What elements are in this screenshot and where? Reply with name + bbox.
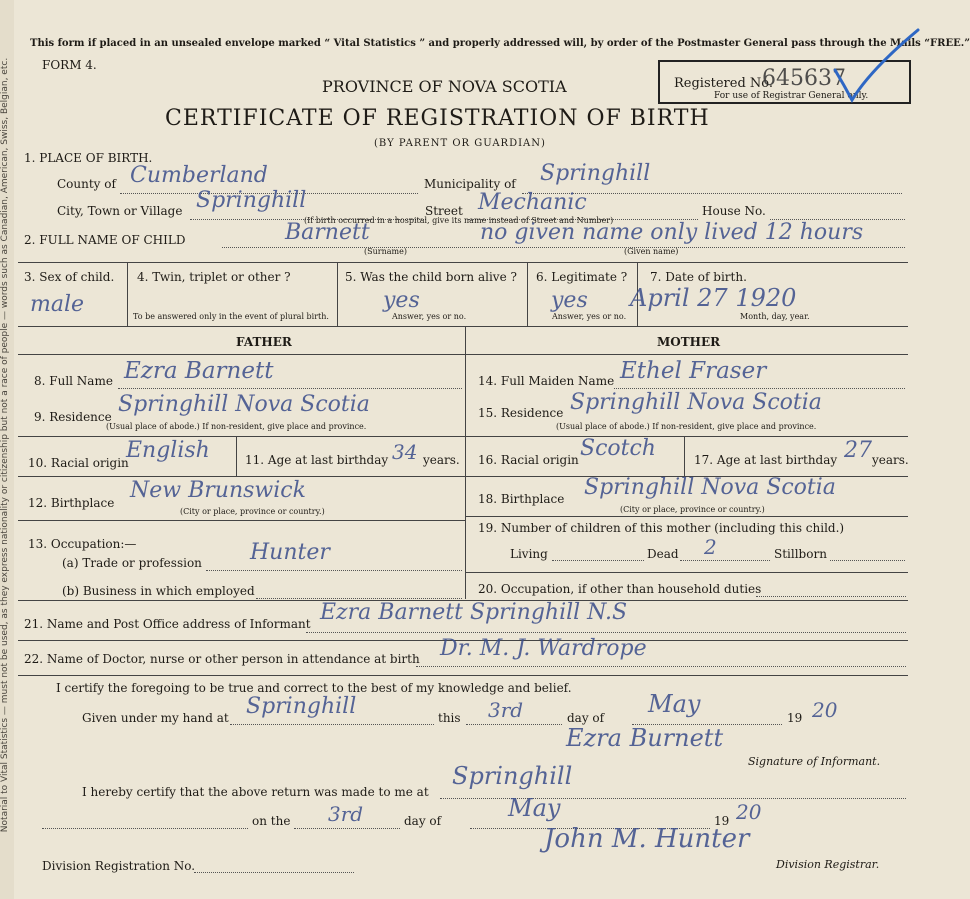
doctor-bottom-rule [18,675,908,676]
mother-children-label: 19. Number of children of this mother (including this child.) [478,521,845,535]
form-number: FORM 4. [42,58,97,72]
father-name-line [118,388,462,389]
mother-living-label: Living [510,547,548,561]
check-mark-icon [830,25,925,110]
father-age-value: 34 [392,440,418,464]
given-month-value: May [648,690,701,718]
mother-divider-4 [465,572,908,573]
parents-heading-rule [18,354,908,355]
father-divider-3 [18,520,465,521]
divider-v1 [127,262,128,326]
county-label: County of [57,177,116,191]
divider-v2 [337,262,338,326]
father-divider-1 [18,436,465,437]
registrar-signature: John M. Hunter [544,824,750,854]
given-label: Given under my hand at [82,711,229,725]
given-day-value: 3rd [488,698,524,722]
on-day-line [294,828,400,829]
child-given-value: no given name only lived 12 hours [480,220,864,245]
father-trade-value: Hunter [250,540,330,565]
father-trade-label: (a) Trade or profession [62,556,202,570]
mother-birthplace-label: 18. Birthplace [478,492,565,506]
father-racial-value: English [126,438,210,463]
legitimate-note: Answer, yes or no. [552,312,627,321]
division-registration-label: Division Registration No. [42,859,196,873]
informant-signature: Ezra Burnett [566,724,724,752]
on-day-of-label: day of [404,814,442,828]
hereby-label: I hereby certify that the above return was made to me at [82,785,429,799]
mother-name-label: 14. Full Maiden Name [478,374,615,388]
given-year-prefix: 19 [787,711,803,725]
mother-stillborn-line [830,560,905,561]
dob-label: 7. Date of birth. [650,270,747,284]
father-business-line [256,598,462,599]
child-name-line [222,247,905,248]
mother-stillborn-label: Stillborn [774,547,827,561]
mother-name-line [614,388,905,389]
on-line [42,828,248,829]
father-racial-label: 10. Racial origin [28,456,129,470]
doctor-value: Dr. M. J. Wardrope [440,636,647,661]
mother-birthplace-value: Springhill Nova Scotia [584,475,836,500]
sex-value: male [30,292,85,317]
father-age-unit: years. [423,453,460,467]
binding-strip [0,0,14,899]
father-residence-value: Springhill Nova Scotia [118,392,370,417]
mother-residence-value: Springhill Nova Scotia [570,390,822,415]
divider-bottom-row [18,326,908,327]
alive-note: Answer, yes or no. [392,312,467,321]
page-subtitle: (BY PARENT OR GUARDIAN) [374,138,546,149]
child-name-label: 2. FULL NAME OF CHILD [24,233,186,247]
city-label: City, Town or Village [57,204,183,218]
given-name-note: (Given name) [624,247,679,256]
mother-age-unit: years. [872,453,909,467]
county-value: Cumberland [130,163,268,188]
mother-dead-line [680,560,770,561]
father-occupation-label: 13. Occupation:— [28,537,137,551]
hereby-place-value: Springhill [452,762,573,790]
doctor-line [416,666,906,667]
municipality-value: Springhill [540,161,651,186]
mother-racial-value: Scotch [580,436,656,461]
on-day-value: 3rd [328,802,364,826]
dob-note: Month, day, year. [740,312,810,321]
street-label: Street [425,204,463,218]
father-business-label: (b) Business in which employed [62,584,255,598]
mother-birthplace-note: (City or place, province or country.) [620,505,765,514]
mother-age-value: 27 [844,438,872,463]
hospital-note: (If birth occurred in a hospital, give its name instead of Street and Number) [304,216,614,225]
twin-label: 4. Twin, triplet or other ? [137,270,291,284]
parents-divider [465,326,466,599]
informant-label: 21. Name and Post Office address of Informant [24,617,311,631]
on-year-value: 20 [736,800,762,824]
registrar-note: For use of Registrar General only. [714,91,869,101]
given-year-value: 20 [812,698,838,722]
mail-notice-text: This form if placed in an unsealed envelope marked “ Vital Statistics ” and properly addressed will, by order of the Postmaster General pass through the Mails “ [30,38,931,49]
mother-divider-1 [465,436,908,437]
divider-top-row [18,262,908,263]
certify-statement: I certify the foregoing to be true and correct to the best of my knowledge and belief. [56,681,572,695]
informant-value: Ezra Barnett Springhill N.S [320,600,628,625]
doctor-label: 22. Name of Doctor, nurse or other person in attendance at birth [24,652,420,666]
father-age-label: 11. Age at last birthday [245,453,389,467]
father-birthplace-label: 12. Birthplace [28,496,115,510]
mother-divider-3 [465,516,908,517]
father-residence-label: 9. Residence [34,410,112,424]
informant-signature-label: Signature of Informant. [748,755,881,768]
street-value: Mechanic [478,190,587,215]
mail-notice-suffix: ” [964,38,970,49]
mother-heading: MOTHER [657,335,721,349]
father-name-label: 8. Full Name [34,374,113,388]
mail-notice-free: FREE. [930,38,965,49]
informant-line [306,632,906,633]
this-label: this [438,711,461,725]
province-heading: PROVINCE OF NOVA SCOTIA [322,77,567,96]
father-birthplace-value: New Brunswick [130,478,306,503]
father-racial-sep [236,436,237,476]
alive-value: yes [383,288,420,313]
on-year-prefix: 19 [714,814,730,828]
mother-living-line [552,560,644,561]
mother-dead-label: Dead [647,547,679,561]
divider-v3 [527,262,528,326]
given-place-line [230,724,434,725]
father-name-value: Ezra Barnett [124,358,274,384]
father-trade-line [206,570,462,571]
given-day-line [466,724,562,725]
on-month-value: May [508,794,561,822]
dob-value: April 27 1920 [630,284,797,312]
father-birthplace-note: (City or place, province or country.) [180,507,325,516]
mother-racial-sep [684,436,685,476]
twin-note: To be answered only in the event of plural birth. [133,312,329,321]
division-registration-line [194,872,354,873]
place-of-birth-heading: 1. PLACE OF BIRTH. [24,151,153,165]
sex-label: 3. Sex of child. [24,270,115,284]
mother-dead-value: 2 [704,535,717,559]
child-surname-value: Barnett [285,220,370,245]
mother-occupation-label: 20. Occupation, if other than household duties [478,582,762,596]
legitimate-label: 6. Legitimate ? [536,270,628,284]
mother-residence-note: (Usual place of abode.) If non-resident, give place and province. [556,422,817,431]
mail-notice [30,38,970,49]
given-place-value: Springhill [246,694,357,719]
sidebar-note: Notarial to Vital Statistics — must not be used, as they express nationality or citizenship but not a race of people — words such as Canadian, American, Swiss, Belgian, etc. [0,57,10,833]
legitimate-value: yes [551,288,588,313]
city-value: Springhill [196,188,307,213]
registered-number: 645637 [762,66,846,91]
registrar-label: Division Registrar. [776,858,880,871]
house-label: House No. [702,204,766,218]
page-title: CERTIFICATE OF REGISTRATION OF BIRTH [165,106,710,131]
mother-name-value: Ethel Fraser [620,358,767,384]
alive-label: 5. Was the child born alive ? [345,270,517,284]
mother-racial-label: 16. Racial origin [478,453,579,467]
surname-note: (Surname) [364,247,407,256]
mother-occupation-line [756,596,906,597]
father-divider-2 [18,476,465,477]
father-heading: FATHER [236,335,292,349]
municipality-label: Municipality of [424,177,516,191]
father-residence-note: (Usual place of abode.) If non-resident, give place and province. [106,422,367,431]
mother-residence-label: 15. Residence [478,406,564,420]
registered-label: Registered No. [674,76,774,91]
day-of-label: day of [567,711,605,725]
mother-age-label: 17. Age at last birthday [694,453,838,467]
on-the-label: on the [252,814,291,828]
